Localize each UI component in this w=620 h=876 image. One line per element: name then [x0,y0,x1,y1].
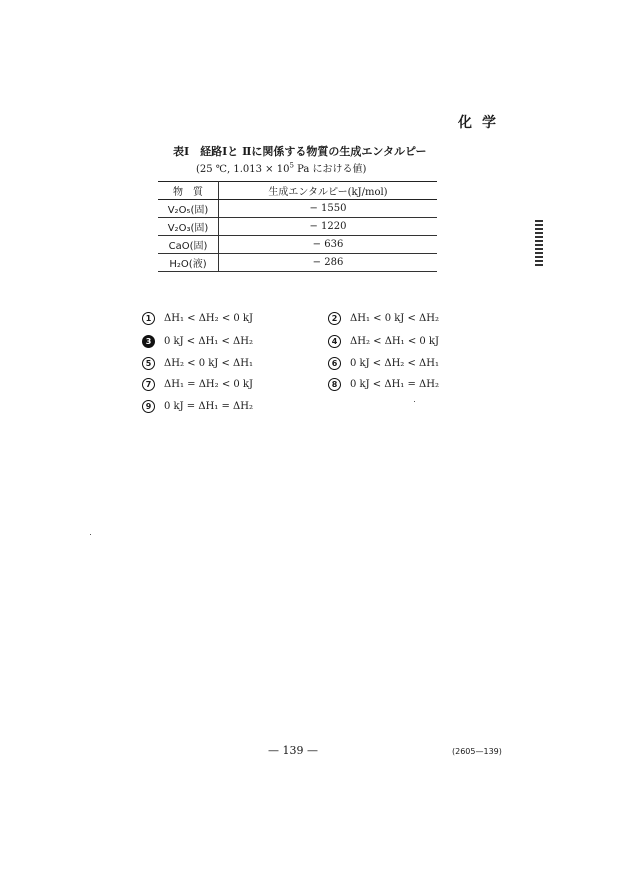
table-row [158,254,437,272]
choice-number-badge: 2 [328,312,341,325]
choice-text: ΔH₁ < ΔH₂ < 0 kJ [164,313,253,324]
choice-text: ΔH₂ < 0 kJ < ΔH₁ [164,358,253,369]
choice-text: 0 kJ < ΔH₁ = ΔH₂ [350,379,439,390]
choice-text: ΔH₂ < ΔH₁ < 0 kJ [350,336,439,347]
enthalpy-table [158,181,437,272]
substance-cell: V₂O₃(固) [158,218,219,236]
table-row [158,218,437,236]
document-code: (2605—139) [452,747,502,756]
choice-number-badge: 3 [142,335,155,348]
answer-choice-1[interactable] [142,312,253,325]
substance-cell: H₂O(液) [158,254,219,272]
table-row [158,200,437,218]
answer-choice-3[interactable] [142,335,253,348]
choice-text: 0 kJ < ΔH₂ < ΔH₁ [350,358,439,369]
answer-choice-9[interactable] [142,400,253,413]
condition-exponent: 5 [289,161,294,170]
subject-heading: 化学 [458,115,506,131]
choice-number-badge: 7 [142,378,155,391]
choice-text: ΔH₁ < 0 kJ < ΔH₂ [350,313,439,324]
choice-text: ΔH₁ = ΔH₂ < 0 kJ [164,379,253,390]
answer-choice-6[interactable] [328,357,439,370]
substance-cell: CaO(固) [158,236,219,254]
answer-choice-4[interactable] [328,335,439,348]
answer-choice-7[interactable] [142,378,253,391]
enthalpy-cell: − 1220 [219,218,438,236]
choice-text: 0 kJ = ΔH₁ = ΔH₂ [164,401,253,412]
side-registration-mark [535,220,543,268]
enthalpy-cell: − 1550 [219,200,438,218]
choice-number-badge: 8 [328,378,341,391]
condition-prefix: (25 ℃, 1.013 × 10 [196,164,290,175]
enthalpy-cell: − 286 [219,254,438,272]
condition-suffix: Pa における値) [293,164,367,175]
table-row [158,236,437,254]
substance-cell: V₂O₅(固) [158,200,219,218]
choice-number-badge: 6 [328,357,341,370]
choice-number-badge: 9 [142,400,155,413]
table-header-row [158,182,437,200]
column-header-substance: 物 質 [158,182,219,200]
scan-speck [90,534,91,535]
answer-choice-8[interactable] [328,378,439,391]
choice-number-badge: 5 [142,357,155,370]
answer-choice-2[interactable] [328,312,439,325]
choice-number-badge: 1 [142,312,155,325]
enthalpy-cell: − 636 [219,236,438,254]
page-number: — 139 — [268,744,318,757]
scan-speck [414,401,415,402]
column-header-enthalpy: 生成エンタルピー(kJ/mol) [219,182,438,200]
table-conditions [196,160,366,175]
choice-number-badge: 4 [328,335,341,348]
table-caption: 表Ⅰ 経路Ⅰと Ⅱに関係する物質の生成エンタルピー [173,145,427,158]
answer-choice-5[interactable] [142,357,253,370]
choice-text: 0 kJ < ΔH₁ < ΔH₂ [164,336,253,347]
